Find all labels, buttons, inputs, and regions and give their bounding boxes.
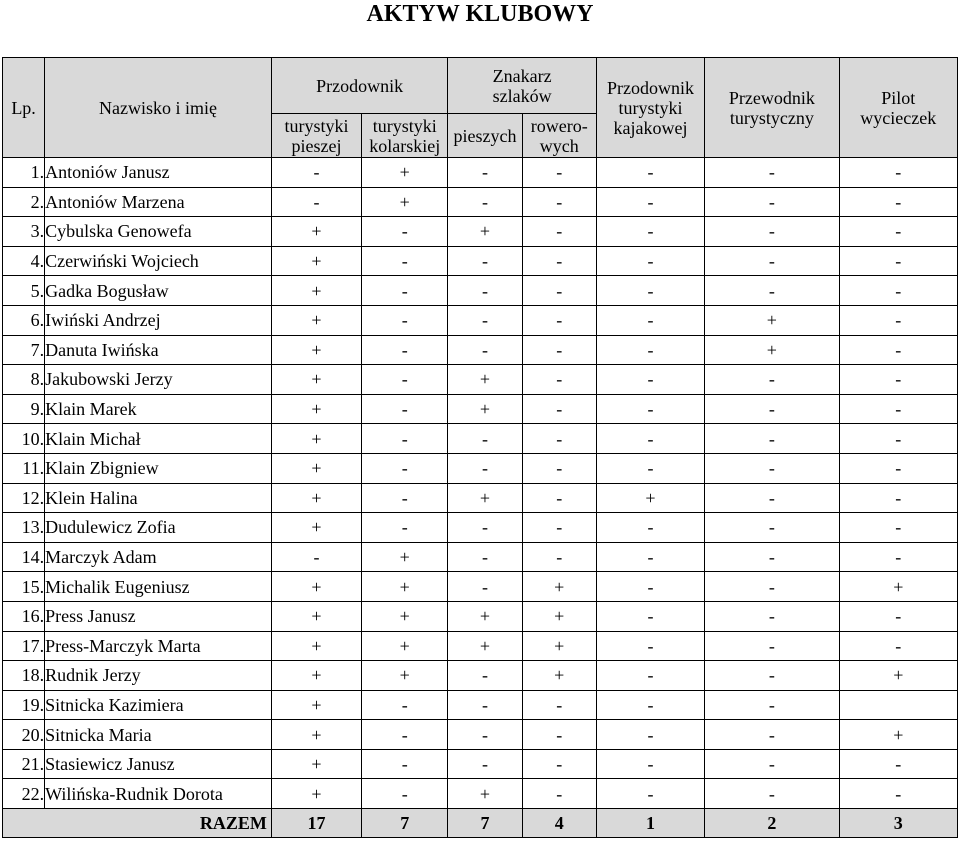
row-mark: +: [271, 572, 361, 602]
row-name: Cybulska Genowefa: [45, 217, 272, 247]
row-mark: -: [522, 394, 596, 424]
row-mark: -: [596, 187, 704, 217]
row-mark: -: [522, 187, 596, 217]
row-name: Sitnicka Maria: [45, 720, 272, 750]
row-mark: -: [448, 513, 522, 543]
row-mark: +: [362, 661, 448, 691]
row-mark: -: [596, 542, 704, 572]
row-mark: -: [522, 305, 596, 335]
row-mark: -: [839, 305, 957, 335]
row-mark: -: [448, 305, 522, 335]
row-mark: +: [271, 513, 361, 543]
row-mark: +: [362, 542, 448, 572]
header-rowerowych-line1: rowero-: [530, 115, 588, 136]
row-mark: -: [448, 276, 522, 306]
row-lp: 3.: [3, 217, 45, 247]
row-mark: -: [596, 631, 704, 661]
row-mark: -: [522, 513, 596, 543]
row-mark: -: [596, 453, 704, 483]
table-body: [3, 158, 958, 838]
header-znakarz: [448, 58, 596, 114]
table-row: [3, 483, 958, 513]
row-lp: 6.: [3, 305, 45, 335]
header-turystyki-pieszej: [271, 114, 361, 158]
row-mark: +: [271, 631, 361, 661]
row-lp: 15.: [3, 572, 45, 602]
row-mark: -: [705, 158, 839, 188]
row-mark: +: [362, 601, 448, 631]
row-name: Jakubowski Jerzy: [45, 365, 272, 395]
row-mark: -: [448, 749, 522, 779]
table-row: [3, 631, 958, 661]
row-mark: +: [271, 365, 361, 395]
row-lp: 21.: [3, 749, 45, 779]
row-mark: -: [362, 217, 448, 247]
row-mark: -: [362, 365, 448, 395]
table-row: [3, 365, 958, 395]
row-mark: -: [839, 749, 957, 779]
header-name: Nazwisko i imię: [45, 58, 272, 158]
table-row: [3, 601, 958, 631]
row-mark: +: [271, 305, 361, 335]
row-mark: -: [522, 276, 596, 306]
row-mark: +: [362, 572, 448, 602]
row-mark: -: [705, 749, 839, 779]
row-name: Sitnicka Kazimiera: [45, 690, 272, 720]
row-mark: -: [705, 631, 839, 661]
totals-value: 3: [839, 809, 957, 838]
row-mark: +: [448, 365, 522, 395]
table-row: [3, 690, 958, 720]
row-mark: -: [596, 424, 704, 454]
row-mark: -: [362, 690, 448, 720]
row-mark: -: [362, 246, 448, 276]
header-kajakowej-line3: kajakowej: [613, 117, 688, 138]
row-mark: +: [448, 217, 522, 247]
row-mark: -: [362, 720, 448, 750]
row-mark: -: [448, 690, 522, 720]
row-mark: +: [362, 187, 448, 217]
row-mark: +: [839, 572, 957, 602]
row-name: Wilińska-Rudnik Dorota: [45, 779, 272, 809]
row-mark: -: [596, 158, 704, 188]
header-przewodnik-line2: turystyczny: [729, 107, 814, 128]
row-mark: +: [271, 424, 361, 454]
row-mark: -: [839, 483, 957, 513]
row-name: Antoniów Marzena: [45, 187, 272, 217]
totals-value: 1: [596, 809, 704, 838]
row-mark: +: [522, 572, 596, 602]
row-mark: -: [522, 542, 596, 572]
row-mark: -: [705, 542, 839, 572]
row-name: Antoniów Janusz: [45, 158, 272, 188]
row-lp: 10.: [3, 424, 45, 454]
row-mark: -: [705, 187, 839, 217]
header-kajakowej-line1: Przodownik: [606, 77, 694, 98]
row-mark: -: [705, 394, 839, 424]
row-lp: 8.: [3, 365, 45, 395]
row-lp: 12.: [3, 483, 45, 513]
row-mark: +: [362, 158, 448, 188]
row-mark: -: [522, 749, 596, 779]
row-mark: -: [705, 720, 839, 750]
row-mark: -: [705, 483, 839, 513]
row-mark: -: [596, 365, 704, 395]
row-mark: -: [271, 187, 361, 217]
row-mark: +: [448, 394, 522, 424]
row-mark: +: [271, 690, 361, 720]
header-pieszej-line2: pieszej: [291, 135, 342, 156]
row-mark: -: [522, 690, 596, 720]
row-name: Gadka Bogusław: [45, 276, 272, 306]
table-row: [3, 276, 958, 306]
row-mark: +: [448, 631, 522, 661]
header-przodownik-kajakowej: [596, 58, 704, 158]
table-header: [3, 58, 958, 158]
row-mark: +: [522, 631, 596, 661]
row-mark: -: [448, 572, 522, 602]
row-mark: -: [839, 335, 957, 365]
row-mark: -: [271, 542, 361, 572]
row-mark: -: [596, 335, 704, 365]
table-row: [3, 394, 958, 424]
row-mark: +: [522, 661, 596, 691]
totals-row: [3, 809, 958, 838]
table-row: [3, 217, 958, 247]
row-mark: -: [839, 246, 957, 276]
row-mark: +: [522, 601, 596, 631]
row-mark: -: [596, 690, 704, 720]
header-kajakowej-line2: turystyki: [618, 97, 683, 118]
table-row: [3, 158, 958, 188]
row-mark: -: [839, 513, 957, 543]
header-szlakow-rowerowych: [522, 114, 596, 158]
row-mark: -: [596, 394, 704, 424]
row-mark: -: [522, 335, 596, 365]
row-mark: -: [448, 424, 522, 454]
row-mark: -: [522, 720, 596, 750]
row-name: Stasiewicz Janusz: [45, 749, 272, 779]
row-mark: -: [448, 187, 522, 217]
row-mark: -: [705, 217, 839, 247]
row-mark: -: [271, 158, 361, 188]
row-mark: +: [271, 394, 361, 424]
row-mark: -: [839, 217, 957, 247]
row-mark: +: [448, 779, 522, 809]
header-rowerowych-line2: wych: [539, 135, 579, 156]
page-title: AKTYW KLUBOWY: [366, 1, 594, 27]
row-mark: -: [448, 335, 522, 365]
row-lp: 19.: [3, 690, 45, 720]
row-lp: 11.: [3, 453, 45, 483]
row-mark: +: [271, 246, 361, 276]
row-mark: +: [271, 779, 361, 809]
row-name: Press-Marczyk Marta: [45, 631, 272, 661]
row-name: Klain Michał: [45, 424, 272, 454]
row-mark: -: [839, 394, 957, 424]
table-row: [3, 335, 958, 365]
row-mark: -: [362, 394, 448, 424]
row-mark: -: [839, 158, 957, 188]
header-pieszej-line1: turystyki: [284, 115, 349, 136]
table-row: [3, 720, 958, 750]
row-lp: 18.: [3, 661, 45, 691]
row-mark: -: [596, 217, 704, 247]
row-lp: 4.: [3, 246, 45, 276]
row-mark: -: [705, 453, 839, 483]
row-mark: -: [596, 601, 704, 631]
row-mark: +: [448, 601, 522, 631]
table-row: [3, 453, 958, 483]
row-mark: -: [362, 335, 448, 365]
row-lp: 17.: [3, 631, 45, 661]
header-turystyki-kolarskiej: [362, 114, 448, 158]
header-pilot: [839, 58, 957, 158]
row-mark: -: [705, 601, 839, 631]
row-mark: +: [705, 305, 839, 335]
totals-value: 7: [362, 809, 448, 838]
row-name: Dudulewicz Zofia: [45, 513, 272, 543]
table-row: [3, 661, 958, 691]
row-name: Press Janusz: [45, 601, 272, 631]
header-lp: Lp.: [3, 58, 45, 158]
row-mark: -: [448, 661, 522, 691]
row-name: Marczyk Adam: [45, 542, 272, 572]
row-name: Michalik Eugeniusz: [45, 572, 272, 602]
row-mark: -: [522, 365, 596, 395]
row-name: Iwiński Andrzej: [45, 305, 272, 335]
row-mark: -: [596, 720, 704, 750]
row-mark: +: [362, 631, 448, 661]
row-mark: +: [596, 483, 704, 513]
header-znakarz-line2: szlaków: [492, 85, 552, 106]
row-mark: -: [522, 779, 596, 809]
header-pilot-line2: wycieczek: [860, 107, 937, 128]
row-mark: -: [362, 424, 448, 454]
row-lp: 14.: [3, 542, 45, 572]
row-mark: -: [839, 542, 957, 572]
row-mark: +: [271, 720, 361, 750]
row-mark: -: [839, 453, 957, 483]
row-mark: -: [448, 720, 522, 750]
row-mark: -: [705, 246, 839, 276]
row-mark: -: [362, 513, 448, 543]
row-mark: +: [271, 749, 361, 779]
row-lp: 2.: [3, 187, 45, 217]
row-lp: 1.: [3, 158, 45, 188]
row-mark: -: [839, 187, 957, 217]
row-mark: -: [362, 749, 448, 779]
table-row: [3, 779, 958, 809]
table-row: [3, 187, 958, 217]
header-kolarskiej-line1: turystyki: [372, 115, 437, 136]
table-row: [3, 572, 958, 602]
row-mark: +: [271, 483, 361, 513]
row-mark: -: [705, 513, 839, 543]
row-name: Danuta Iwińska: [45, 335, 272, 365]
row-lp: 22.: [3, 779, 45, 809]
row-mark: -: [596, 749, 704, 779]
row-mark: -: [596, 276, 704, 306]
row-mark: -: [596, 246, 704, 276]
row-mark: -: [596, 661, 704, 691]
row-lp: 16.: [3, 601, 45, 631]
row-mark: -: [596, 572, 704, 602]
row-mark: -: [705, 690, 839, 720]
header-przodownik: Przodownik: [271, 58, 448, 114]
row-mark: -: [839, 365, 957, 395]
row-mark: -: [705, 365, 839, 395]
totals-value: 2: [705, 809, 839, 838]
totals-label: RAZEM: [3, 809, 272, 838]
header-przewodnik: [705, 58, 839, 158]
row-mark: -: [362, 483, 448, 513]
club-activists-table: [2, 57, 958, 838]
totals-value: 17: [271, 809, 361, 838]
header-kolarskiej-line2: kolarskiej: [369, 135, 441, 156]
totals-value: 4: [522, 809, 596, 838]
row-mark: -: [362, 276, 448, 306]
row-mark: -: [362, 305, 448, 335]
row-mark: -: [448, 158, 522, 188]
row-mark: -: [705, 572, 839, 602]
row-mark: -: [522, 424, 596, 454]
row-mark: -: [362, 779, 448, 809]
row-mark: +: [271, 217, 361, 247]
row-mark: +: [448, 483, 522, 513]
header-pilot-line1: Pilot: [881, 87, 916, 108]
row-lp: 20.: [3, 720, 45, 750]
row-mark: -: [839, 276, 957, 306]
row-mark: -: [839, 601, 957, 631]
row-mark: -: [448, 542, 522, 572]
row-mark: +: [839, 661, 957, 691]
row-mark: +: [271, 453, 361, 483]
row-mark: +: [271, 661, 361, 691]
row-mark: -: [705, 779, 839, 809]
row-mark: -: [596, 779, 704, 809]
row-mark: -: [362, 453, 448, 483]
totals-value: 7: [448, 809, 522, 838]
row-mark: +: [839, 720, 957, 750]
table-row: [3, 749, 958, 779]
row-mark: -: [839, 424, 957, 454]
row-lp: 5.: [3, 276, 45, 306]
row-mark: -: [705, 424, 839, 454]
row-mark: -: [522, 483, 596, 513]
header-szlakow-pieszych: pieszych: [448, 114, 522, 158]
row-name: Rudnik Jerzy: [45, 661, 272, 691]
row-name: Klain Zbigniew: [45, 453, 272, 483]
row-mark: -: [839, 779, 957, 809]
row-lp: 9.: [3, 394, 45, 424]
row-name: Klain Marek: [45, 394, 272, 424]
row-mark: -: [705, 661, 839, 691]
table-row: [3, 542, 958, 572]
row-mark: +: [705, 335, 839, 365]
row-mark: -: [705, 276, 839, 306]
row-name: Czerwiński Wojciech: [45, 246, 272, 276]
row-mark: -: [596, 513, 704, 543]
row-mark: -: [448, 246, 522, 276]
table-row: [3, 246, 958, 276]
row-mark: -: [448, 453, 522, 483]
row-lp: 7.: [3, 335, 45, 365]
table-row: [3, 305, 958, 335]
row-mark: [839, 690, 957, 720]
row-mark: +: [271, 276, 361, 306]
row-mark: -: [522, 217, 596, 247]
row-mark: -: [522, 158, 596, 188]
row-mark: -: [522, 246, 596, 276]
table-row: [3, 513, 958, 543]
row-mark: -: [522, 453, 596, 483]
row-mark: +: [271, 335, 361, 365]
row-mark: -: [839, 631, 957, 661]
row-mark: -: [596, 305, 704, 335]
table-row: [3, 424, 958, 454]
row-mark: +: [271, 601, 361, 631]
row-name: Klein Halina: [45, 483, 272, 513]
header-znakarz-line1: Znakarz: [492, 65, 552, 86]
header-przewodnik-line1: Przewodnik: [728, 87, 815, 108]
row-lp: 13.: [3, 513, 45, 543]
